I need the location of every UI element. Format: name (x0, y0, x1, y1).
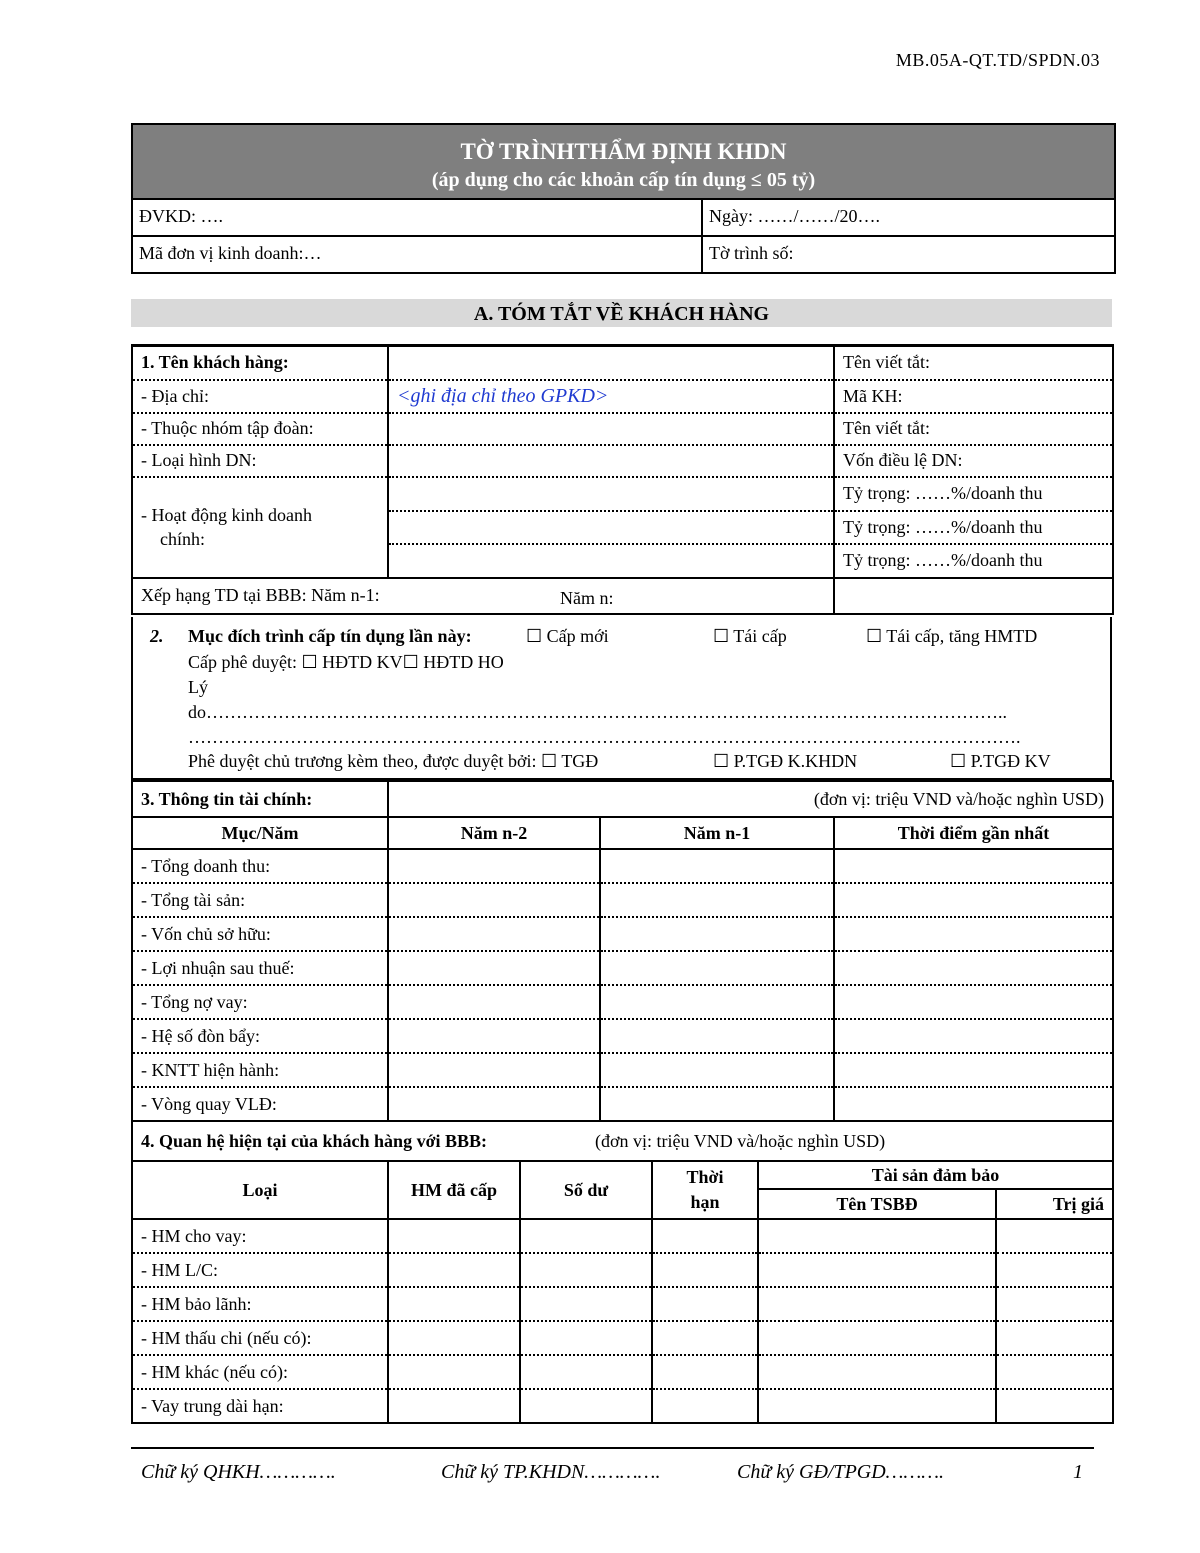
section-a-heading: A. TÓM TẮT VỀ KHÁCH HÀNG (131, 299, 1112, 327)
relations-unit-text: (đơn vị: triệu VND và/hoặc nghìn USD) (595, 1130, 886, 1151)
main-business-input-2[interactable] (388, 511, 834, 544)
table-cell[interactable] (996, 1321, 1113, 1355)
table-row-label: - Tổng nợ vay: (132, 985, 388, 1019)
table-row-label: - Vòng quay VLĐ: (132, 1087, 388, 1121)
main-business-label-line1: - Hoạt động kinh doanh (141, 505, 312, 525)
table-cell[interactable] (652, 1355, 758, 1389)
table-cell[interactable] (834, 883, 1113, 917)
table-cell[interactable] (834, 1019, 1113, 1053)
revenue-share-2: Tỷ trọng: ……%/doanh thu (834, 511, 1113, 544)
col-header-year-n-1: Năm n-1 (600, 817, 834, 849)
table-row-label: - HM L/C: (132, 1253, 388, 1287)
financial-unit-note: (đơn vị: triệu VND và/hoặc nghìn USD) (388, 781, 1113, 817)
table-cell[interactable] (652, 1389, 758, 1423)
table-row-label: - HM cho vay: (132, 1219, 388, 1253)
table-cell[interactable] (520, 1355, 652, 1389)
section-2-number: 2. (150, 626, 164, 646)
renewal-increase-checkbox[interactable]: ☐ Tái cấp, tăng HMTD (866, 626, 1038, 646)
signature-director: Chữ ký GĐ/TPGD………. (737, 1461, 945, 1483)
address-label: - Địa chỉ: (132, 380, 388, 413)
table-cell[interactable] (388, 1087, 600, 1121)
table-row-label: - Tổng tài sản: (132, 883, 388, 917)
credit-rating-label: Xếp hạng TD tại BBB: Năm n-1: (141, 585, 380, 605)
table-row-label: - Vốn chủ sở hữu: (132, 917, 388, 951)
col-header-collateral-value: Trị giá (996, 1189, 1113, 1219)
table-cell[interactable] (520, 1389, 652, 1423)
table-cell[interactable] (652, 1219, 758, 1253)
table-cell[interactable] (758, 1355, 996, 1389)
financial-info-title: 3. Thông tin tài chính: (132, 781, 388, 817)
table-cell[interactable] (996, 1287, 1113, 1321)
customer-name-label: 1. Tên khách hàng: (132, 346, 388, 380)
signature-head-khdn: Chữ ký TP.KHDN…………. (441, 1461, 661, 1483)
table-cell[interactable] (600, 849, 834, 883)
table-row-label: - KNTT hiện hành: (132, 1053, 388, 1087)
col-header-term-line1: Thời (686, 1167, 724, 1187)
financial-info-table (131, 780, 1114, 1122)
reason-line-2[interactable]: …………………………………………………………………………………………………………………………. (188, 727, 1021, 747)
new-credit-checkbox[interactable]: ☐ Cấp mới (526, 626, 609, 646)
table-cell[interactable] (600, 1019, 834, 1053)
table-row-label: - HM bảo lãnh: (132, 1287, 388, 1321)
table-row-label: - Hệ số đòn bẩy: (132, 1019, 388, 1053)
table-cell[interactable] (520, 1287, 652, 1321)
table-cell[interactable] (388, 1219, 520, 1253)
table-cell[interactable] (834, 917, 1113, 951)
year-n-label: Năm n: (560, 587, 614, 608)
table-cell[interactable] (520, 1253, 652, 1287)
table-cell[interactable] (388, 1019, 600, 1053)
approved-by-label[interactable]: Phê duyệt chủ trương kèm theo, được duyệt bởi: ☐ TGĐ (188, 751, 599, 771)
table-cell[interactable] (652, 1321, 758, 1355)
credit-rating-input[interactable] (834, 578, 1113, 614)
customer-code-label: Mã KH: (834, 380, 1113, 413)
table-cell[interactable] (520, 1321, 652, 1355)
table-cell[interactable] (834, 985, 1113, 1019)
company-type-label: - Loại hình DN: (132, 445, 388, 477)
table-cell[interactable] (388, 1321, 520, 1355)
group-short-name-label: Tên viết tắt: (834, 413, 1113, 445)
table-cell[interactable] (388, 1287, 520, 1321)
dvkd-field[interactable]: ĐVKD: …. (133, 200, 703, 235)
table-cell[interactable] (758, 1389, 996, 1423)
table-cell[interactable] (758, 1321, 996, 1355)
col-header-balance: Số dư (520, 1161, 652, 1219)
reason-label: Lý (188, 677, 208, 697)
table-row-label: - Vay trung dài hạn: (132, 1389, 388, 1423)
col-header-item-year: Mục/Năm (132, 817, 388, 849)
table-row-label: - HM khác (nếu có): (132, 1355, 388, 1389)
date-field[interactable]: Ngày: ……/……/20…. (709, 206, 880, 226)
main-business-label (132, 477, 388, 578)
main-business-input-1[interactable] (388, 477, 834, 511)
table-cell[interactable] (996, 1389, 1113, 1423)
table-cell[interactable] (758, 1253, 996, 1287)
table-cell[interactable] (996, 1355, 1113, 1389)
table-row-label: - Tổng doanh thu: (132, 849, 388, 883)
col-header-collateral-name: Tên TSBĐ (758, 1189, 996, 1219)
deputy-ceo-kv-checkbox[interactable]: ☐ P.TGĐ KV (950, 751, 1051, 771)
revenue-share-3: Tỷ trọng: ……%/doanh thu (834, 544, 1113, 578)
main-business-label-line2: chính: (160, 529, 205, 549)
table-row-label: - Lợi nhuận sau thuế: (132, 951, 388, 985)
table-cell[interactable] (600, 951, 834, 985)
customer-info-table (131, 344, 1114, 615)
signature-rm: Chữ ký QHKH…………. (141, 1461, 336, 1483)
col-header-term (652, 1161, 758, 1219)
table-cell[interactable] (388, 849, 600, 883)
report-subtitle: (áp dụng cho các khoản cấp tín dụng ≤ 05 tỷ) (431, 169, 816, 191)
reason-line-1[interactable]: do…………………………………………………………………………………………………………………….. (188, 702, 1007, 722)
table-cell[interactable] (388, 1253, 520, 1287)
table-cell[interactable] (652, 1253, 758, 1287)
approval-level-options[interactable]: Cấp phê duyệt: ☐ HĐTD KV☐ HĐTD HO (188, 652, 504, 672)
relations-table (131, 1120, 1114, 1424)
relations-title: 4. Quan hệ hiện tại của khách hàng với BBB: (132, 1121, 652, 1161)
table-cell[interactable] (758, 1219, 996, 1253)
table-cell[interactable] (520, 1219, 652, 1253)
table-cell[interactable] (388, 1053, 600, 1087)
purpose-label: Mục đích trình cấp tín dụng lần này: (188, 626, 472, 646)
main-business-input-3[interactable] (388, 544, 834, 578)
col-header-type: Loại (132, 1161, 388, 1219)
deputy-ceo-khdn-checkbox[interactable]: ☐ P.TGĐ K.KHDN (713, 751, 858, 771)
table-cell[interactable] (834, 849, 1113, 883)
table-cell[interactable] (600, 985, 834, 1019)
table-cell[interactable] (388, 985, 600, 1019)
table-cell[interactable] (652, 1287, 758, 1321)
charter-capital-label: Vốn điều lệ DN: (834, 445, 1113, 477)
report-title: TỜ TRÌNHTHẨM ĐỊNH KHDN (460, 139, 787, 164)
group-input[interactable] (388, 413, 834, 445)
table-cell[interactable] (388, 1355, 520, 1389)
table-cell[interactable] (388, 883, 600, 917)
revenue-share-1: Tỷ trọng: ……%/doanh thu (834, 477, 1113, 511)
report-number-field[interactable]: Tờ trình số: (709, 243, 794, 263)
business-unit-code-field[interactable]: Mã đơn vị kinh doanh:… (133, 237, 703, 272)
customer-name-input[interactable] (388, 346, 834, 380)
col-header-latest: Thời điểm gần nhất (834, 817, 1113, 849)
relations-unit-note (595, 1121, 1113, 1161)
credit-purpose-section (131, 617, 1112, 780)
table-cell[interactable] (834, 1053, 1113, 1087)
table-cell[interactable] (834, 1087, 1113, 1121)
table-cell[interactable] (834, 951, 1113, 985)
renewal-checkbox[interactable]: ☐ Tái cấp (713, 626, 787, 646)
col-header-granted-limit: HM đã cấp (388, 1161, 520, 1219)
report-header (131, 123, 1116, 274)
address-input[interactable]: <ghi địa chỉ theo GPKD> (388, 380, 834, 413)
table-cell[interactable] (758, 1287, 996, 1321)
signature-footer (131, 1447, 1094, 1483)
table-cell[interactable] (388, 951, 600, 985)
table-cell[interactable] (600, 1053, 834, 1087)
report-title-band (133, 125, 1114, 200)
page-number: 1 (1073, 1461, 1083, 1483)
table-cell[interactable] (388, 1389, 520, 1423)
table-cell[interactable] (996, 1253, 1113, 1287)
short-name-label: Tên viết tắt: (834, 346, 1113, 380)
table-cell[interactable] (388, 917, 600, 951)
group-label: - Thuộc nhóm tập đoàn: (132, 413, 388, 445)
col-header-year-n-2: Năm n-2 (388, 817, 600, 849)
table-cell[interactable] (600, 917, 834, 951)
table-row-label: - HM thấu chi (nếu có): (132, 1321, 388, 1355)
col-header-term-line2: hạn (690, 1192, 720, 1212)
table-cell[interactable] (600, 1087, 834, 1121)
company-type-input[interactable] (388, 445, 834, 477)
col-header-collateral: Tài sản đảm bảo (758, 1161, 1113, 1189)
table-cell[interactable] (996, 1219, 1113, 1253)
document-code: MB.05A-QT.TD/SPDN.03 (895, 50, 1100, 70)
table-cell[interactable] (600, 883, 834, 917)
credit-rating-row (132, 578, 834, 614)
